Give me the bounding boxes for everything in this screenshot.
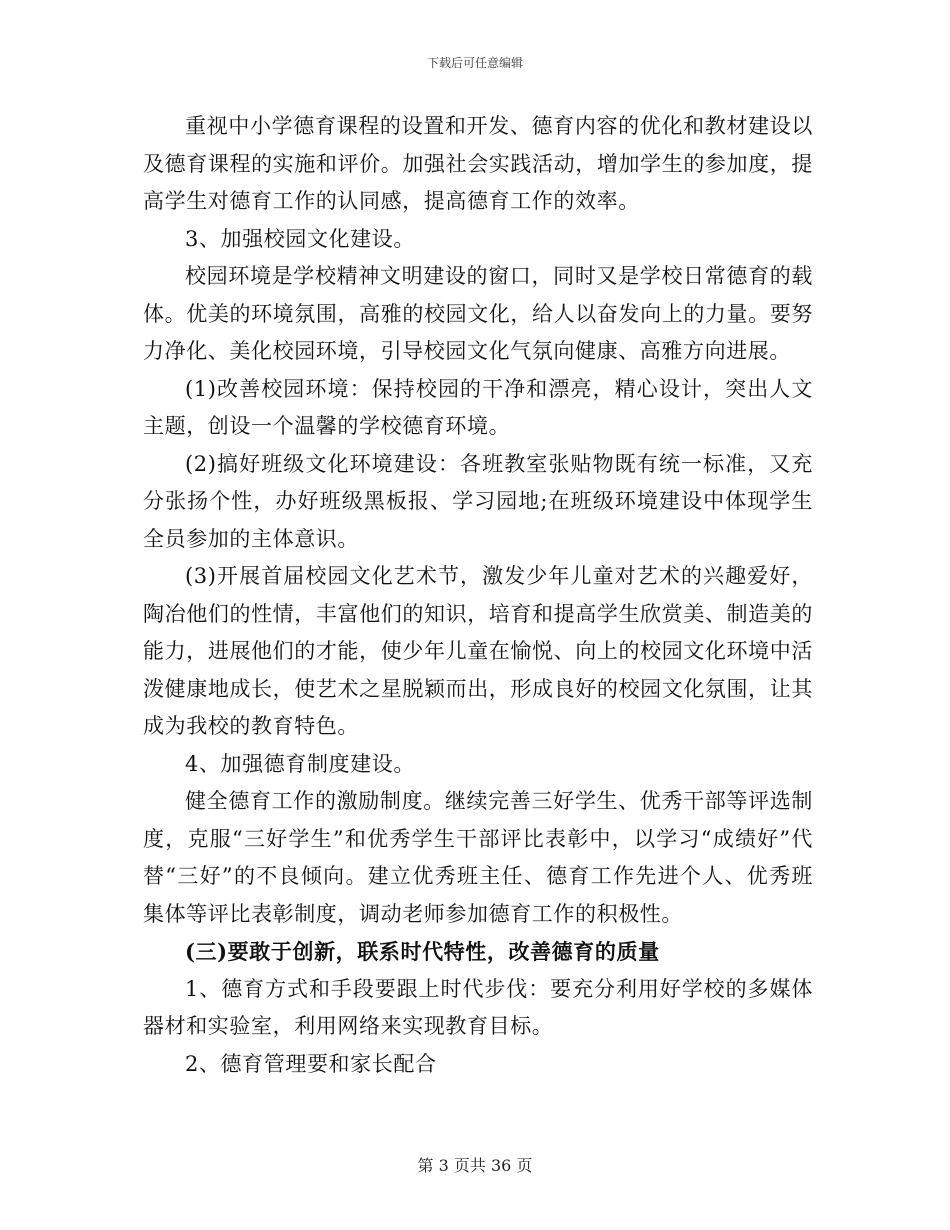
- page-header: 下载后可任意编辑: [426, 56, 523, 70]
- list-item-4: 1、德育方式和手段要跟上时代步伐：要充分利用好学校的多媒体器材和实验室，利用网络来实现教育目标。: [143, 976, 813, 1038]
- list-item-1: (1)改善校园环境：保持校园的干净和漂亮，精心设计，突出人文主题，创设一个温馨的学校德育环境。: [143, 376, 813, 438]
- paragraph-1: 重视中小学德育课程的设置和开发、德育内容的优化和教材建设以及德育课程的实施和评价。加强社会实践活动，增加学生的参加度，提高学生对德育工作的认同感，提高德育工作的效率。: [143, 114, 813, 213]
- section-heading-4: 4、加强德育制度建设。: [185, 751, 415, 776]
- paragraph-3: 健全德育工作的激励制度。继续完善三好学生、优秀干部等评选制度，克服“三好学生”和优秀学生干部评比表彰中，以学习“成绩好”代替“三好”的不良倾向。建立优秀班主任、德育工作先进个人、优秀班集体等评比表彰制度，调动老师参加德育工作的积极性。: [143, 789, 813, 926]
- section-heading-3: 3、加强校园文化建设。: [185, 226, 415, 251]
- list-item-5: 2、德育管理要和家长配合: [185, 1051, 437, 1076]
- list-item-3: (3)开展首届校园文化艺术节，激发少年儿童对艺术的兴趣爱好，陶冶他们的性情，丰富他们的知识，培育和提高学生欣赏美、制造美的能力，进展他们的才能，使少年儿童在愉悦、向上的校园文化环境中活泼健康地成长，使艺术之星脱颖而出，形成良好的校园文化氛围，让其成为我校的教育特色。: [143, 564, 813, 738]
- page-footer: 第 3 页共 36 页: [417, 1156, 533, 1175]
- list-item-2: (2)搞好班级文化环境建设：各班教室张贴物既有统一标准，又充分张扬个性，办好班级黑板报、学习园地;在班级环境建设中体现学生全员参加的主体意识。: [143, 451, 813, 551]
- paragraph-2: 校园环境是学校精神文明建设的窗口，同时又是学校日常德育的载体。优美的环境氛围，高雅的校园文化，给人以奋发向上的力量。要努力净化、美化校园环境，引导校园文化气氛向健康、高雅方向进展。: [143, 264, 813, 363]
- section-heading-three: (三)要敢于创新，联系时代特性，改善德育的质量: [185, 939, 660, 964]
- document-body: [143, 108, 813, 1083]
